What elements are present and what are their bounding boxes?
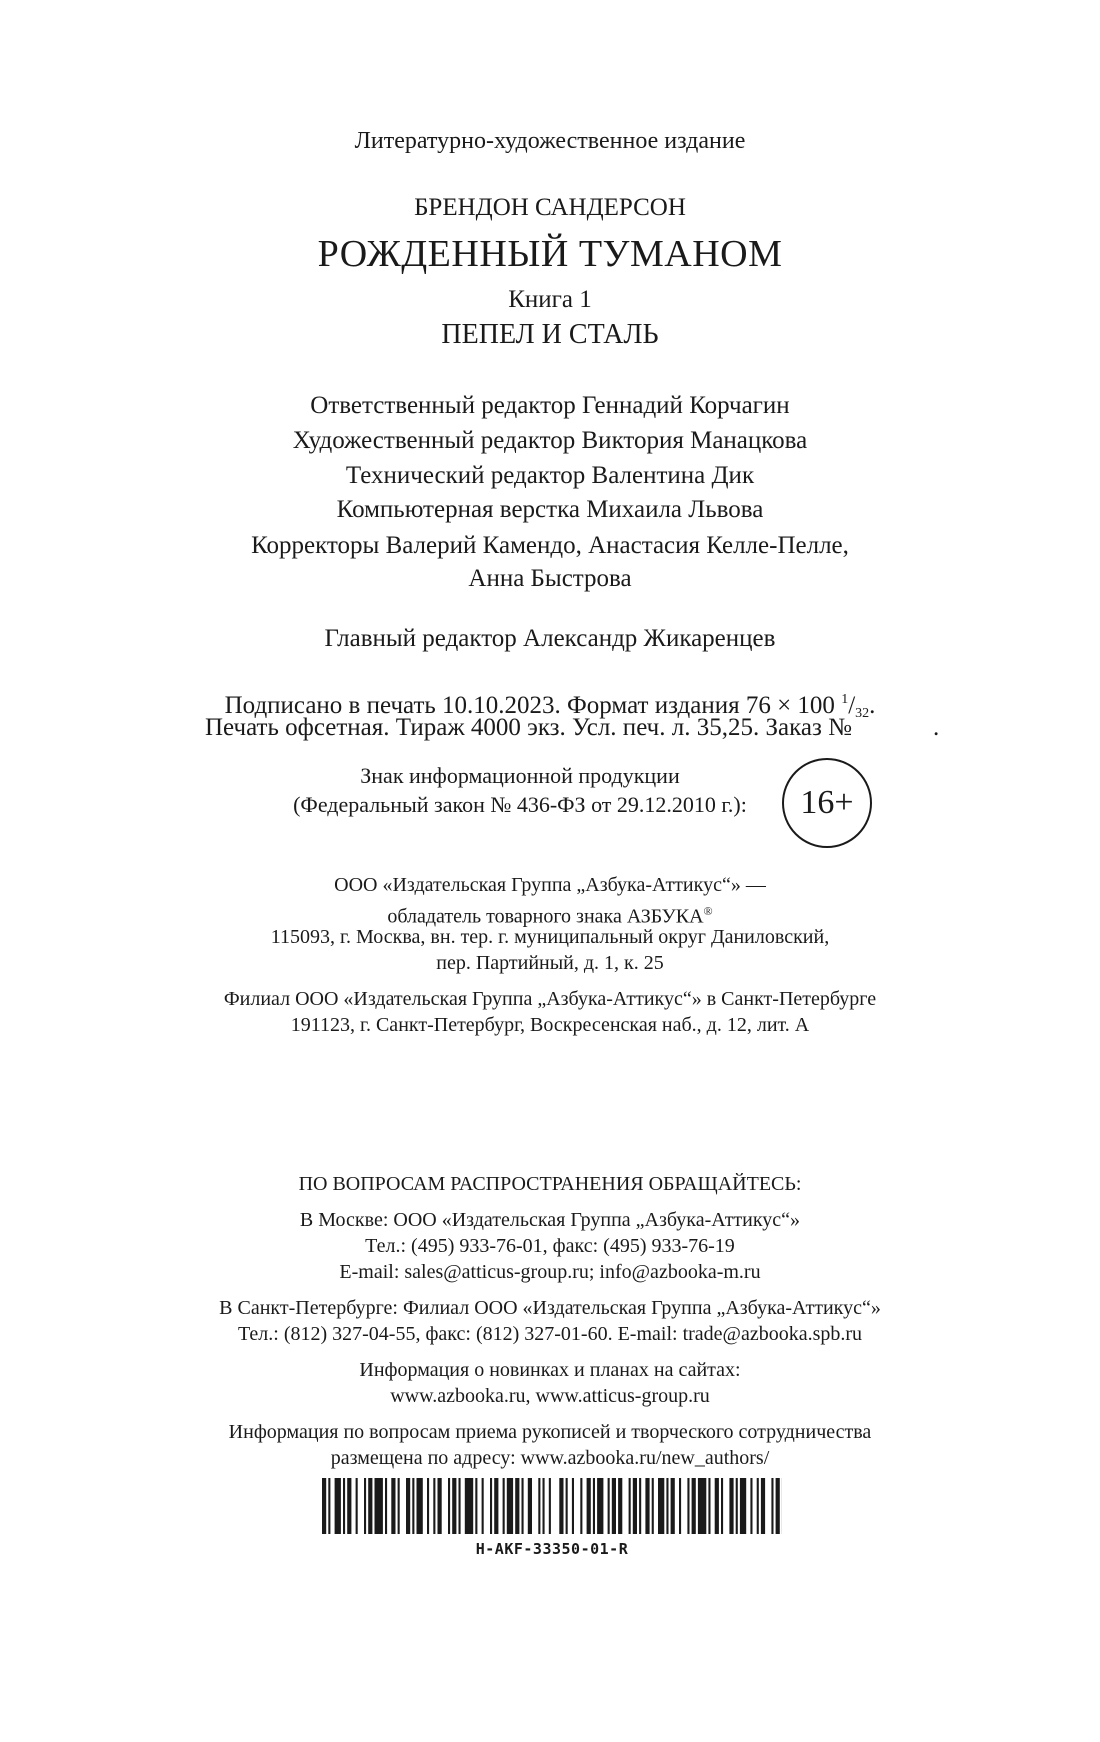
credit-line: Корректоры Валерий Камендо, Анастасия Келле-Пелле, [251,532,849,559]
barcode-bar [364,1478,366,1534]
barcode-bar [740,1478,746,1534]
age-rating-label: Знак информационной продукции [360,763,680,788]
barcode-bar [412,1478,414,1534]
barcode-bar [593,1478,595,1534]
distribution-manuscripts-line: Информация по вопросам приема рукописей и творческого сотрудничества [228,1421,872,1443]
barcode-bar [715,1478,719,1534]
barcode-bar [398,1478,400,1534]
barcode-bar [721,1478,723,1534]
distribution-spb-line: В Санкт-Петербурге: Филиал ООО «Издательская Группа „Азбука-Аттикус“» [219,1297,881,1319]
distribution-moscow-line: В Москве: ООО «Издательская Группа „Азбука-Аттикус“» [299,1209,801,1231]
barcode-bar [618,1478,622,1534]
barcode-bar [580,1478,582,1534]
barcode-text: H-AKF-33350-01-R [475,1540,629,1558]
barcode-bar [522,1478,524,1534]
barcode-bar [328,1478,330,1534]
barcode-bar [671,1478,675,1534]
publisher-line: ООО «Издательская Группа „Азбука-Аттикус“» — [334,874,766,896]
barcode-bar [776,1478,780,1534]
author-name: БРЕНДОН САНДЕРСОН [414,194,686,221]
registered-trademark-icon: ® [703,904,713,918]
publisher-branch-line: Филиал ООО «Издательская Группа „Азбука-Аттикус“» в Санкт-Петербурге [223,988,877,1010]
barcode-bar [612,1478,616,1534]
barcode-bar [666,1478,668,1534]
barcode-bar [645,1478,649,1534]
barcode-bar [572,1478,574,1534]
credit-line: Анна Быстрова [468,565,632,592]
publisher-branch-line: 191123, г. Санкт-Петербург, Воскресенская наб., д. 12, лит. А [290,1014,810,1036]
barcode-bar [729,1478,733,1534]
barcode-bar [515,1478,519,1534]
age-rating-law: (Федеральный закон № 436-ФЗ от 29.12.2010 г.): [293,792,747,817]
barcode-bar [343,1478,345,1534]
barcode-bar [406,1478,410,1534]
chief-editor: Главный редактор Александр Жикаренцев [324,625,776,652]
edition-type: Литературно-художественное издание [354,128,746,154]
credit-line: Технический редактор Валентина Дик [345,462,755,489]
credit-line: Художественный редактор Виктория Манацкова [292,427,808,454]
barcode-bar [417,1478,423,1534]
barcode-bar [658,1478,664,1534]
barcode-bar [494,1478,498,1534]
barcode-bar [639,1478,641,1534]
barcode-bar [452,1478,456,1534]
barcode-bar [698,1478,706,1534]
barcode-bar [708,1478,710,1534]
publisher-line: пер. Партийный, д. 1, к. 25 [436,952,664,974]
barcode-bar [347,1478,351,1534]
book-number: Книга 1 [508,286,592,313]
barcode-bar [503,1478,505,1534]
barcode-bar [459,1478,461,1534]
barcode-bar [687,1478,689,1534]
barcode-bar [427,1478,429,1534]
barcode-bar [587,1478,591,1534]
barcode-bar [465,1478,473,1534]
barcode-bar [448,1478,450,1534]
barcode-bar [679,1478,681,1534]
publisher-line: обладатель товарного знака АЗБУКА® [387,904,713,928]
barcode-bar [335,1478,341,1534]
print-info-line-2-end: . [933,714,940,741]
distribution-moscow-line: E-mail: sales@atticus-group.ru; info@azbooka-m.ru [339,1261,761,1283]
barcode-bar [543,1478,545,1534]
barcode-bar [692,1478,696,1534]
barcode-bar [507,1478,513,1534]
print-info-line-1: Подписано в печать 10.10.2023. Формат издания 76 × 100 $^1/_{32}$. [224,692,876,721]
barcode-bar [385,1478,387,1534]
barcode-bar [608,1478,610,1534]
barcode-bar [322,1478,326,1534]
barcode-bar [566,1478,568,1534]
distribution-moscow-line: Тел.: (495) 933-76-01, факс: (495) 933-76-19 [365,1235,735,1257]
age-rating-badge: 16+ [782,758,872,848]
barcode-bar [736,1478,738,1534]
barcode-bar [438,1478,442,1534]
barcode-bar [433,1478,435,1534]
distribution-sites-line: www.azbooka.ru, www.atticus-group.ru [390,1385,710,1407]
barcode-bar [528,1478,532,1534]
barcode-bar [391,1478,395,1534]
barcode-bar [771,1478,773,1534]
barcode-bar [375,1478,383,1534]
barcode-bar [368,1478,372,1534]
barcode-bar [482,1478,484,1534]
barcode-bar [490,1478,492,1534]
distribution-sites-line: Информация о новинках и планах на сайтах: [359,1359,741,1381]
barcode-bar [750,1478,752,1534]
barcode-bar [633,1478,637,1534]
barcode [322,1478,782,1534]
barcode-bar [761,1478,765,1534]
distribution-manuscripts-line: размещена по адресу: www.azbooka.ru/new_authors/ [330,1447,770,1469]
barcode-bar [475,1478,477,1534]
barcode-bar [538,1478,540,1534]
barcode-bar [559,1478,563,1534]
credit-line: Ответственный редактор Геннадий Корчагин [310,392,790,419]
series-title: РОЖДЕННЫЙ ТУМАНОМ [317,233,783,275]
book-title: ПЕПЕЛ И СТАЛЬ [441,319,659,350]
credit-line: Компьютерная верстка Михаила Львова [336,496,764,523]
publisher-line: 115093, г. Москва, вн. тер. г. муниципальный округ Даниловский, [270,926,830,948]
barcode-bar [757,1478,759,1534]
print-info-line-2: Печать офсетная. Тираж 4000 экз. Усл. печ. л. 35,25. Заказ № [205,714,852,741]
distribution-heading: ПО ВОПРОСАМ РАСПРОСТРАНЕНИЯ ОБРАЩАЙТЕСЬ: [298,1173,802,1195]
distribution-spb-line: Тел.: (812) 327-04-55, факс: (812) 327-01-60. E-mail: trade@azbooka.spb.ru [237,1323,863,1345]
barcode-bar [597,1478,603,1534]
barcode-bar [356,1478,358,1534]
barcode-bar [629,1478,631,1534]
barcode-bar [652,1478,654,1534]
barcode-bar [549,1478,551,1534]
